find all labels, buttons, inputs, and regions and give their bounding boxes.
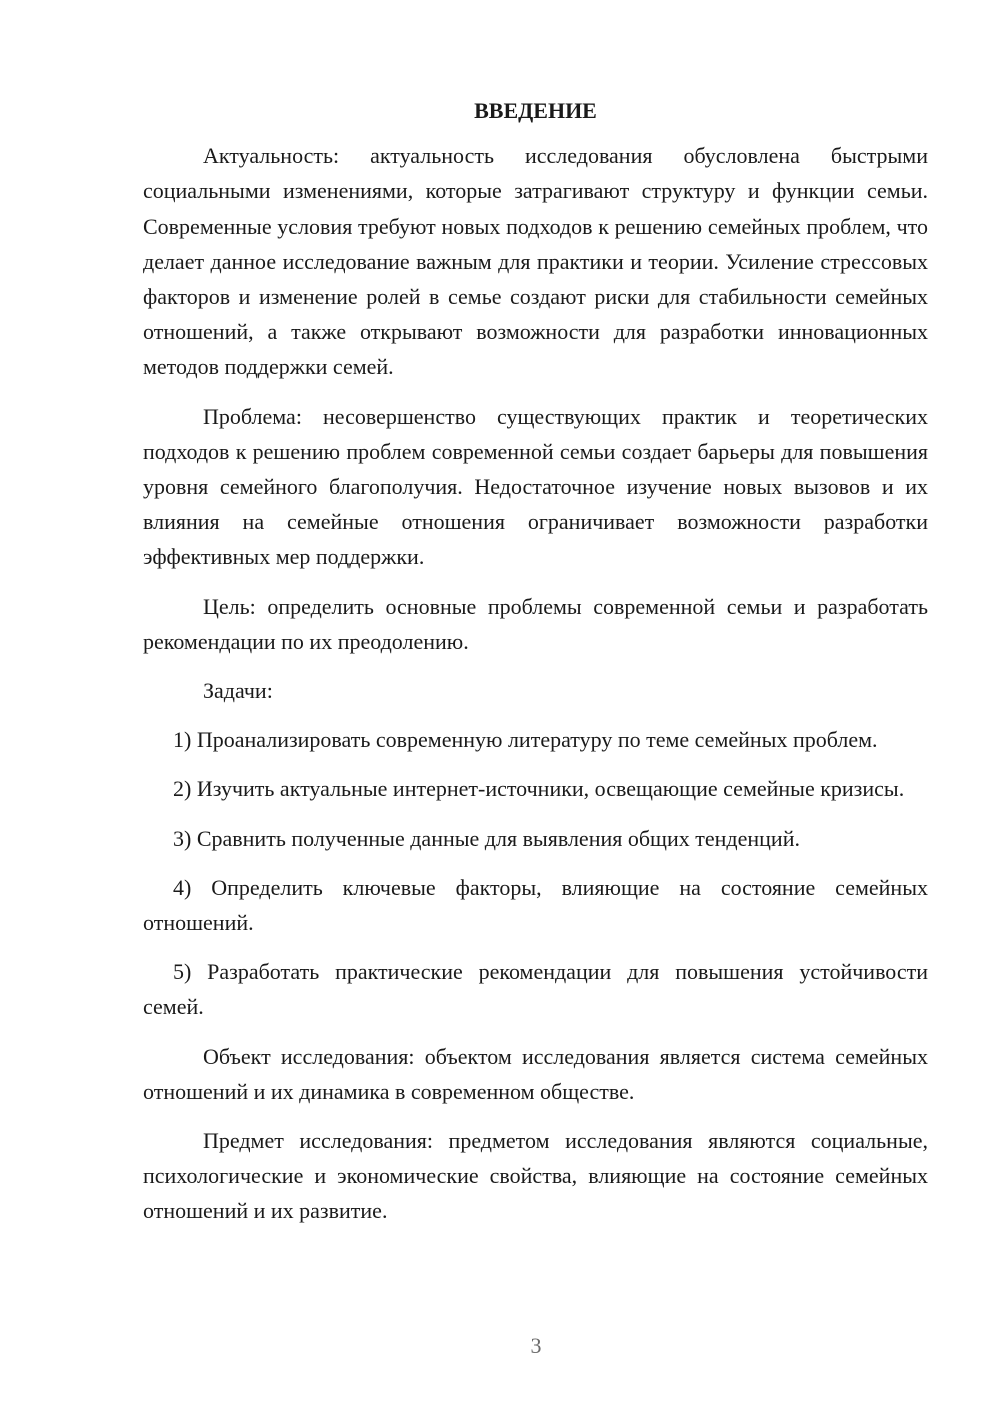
task-item-4: 4) Определить ключевые факторы, влияющие на состояние семейных отношений. bbox=[143, 874, 928, 936]
task-item-5: 5) Разработать практические рекомендации для повышения устойчивости семей. bbox=[143, 959, 928, 1020]
task-item-3: 3) Сравнить полученные данные для выявления общих тенденций. bbox=[173, 825, 800, 851]
paragraph-tasks-label: Задачи: bbox=[203, 678, 273, 704]
paragraph-problem: Проблема: несовершенство существующих практик и теоретических подходов к решению проблем современной семьи создает барьеры для повышения уровня семейного благополучия. Недостаточное изучение новых вызовов и их влияния на семейные отношения ограничивает возможности разработки эффективных мер поддержки. bbox=[143, 403, 928, 570]
page-number: 3 bbox=[530, 1333, 542, 1358]
paragraph-object: Объект исследования: объектом исследования является система семейных отношений и их динамика в современном обществе. bbox=[143, 1043, 928, 1104]
task-item-1: 1) Проанализировать современную литературу по теме семейных проблем. bbox=[173, 727, 878, 753]
paragraph-goal: Цель: определить основные проблемы современной семьи и разработать рекомендации по их преодолению. bbox=[143, 593, 928, 654]
paragraph-relevance: Актуальность: актуальность исследования обусловлена быстрыми социальными изменениями, которые затрагивают структуру и функции семьи. Современные условия требуют новых подходов к решению семейных проблем, что делает данное исследование важным для практики и теории. Усиление стрессовых факторов и изменение ролей в семье создают риски для стабильности семейных отношений, а также открывают возможности для разработки инновационных методов поддержки семей. bbox=[143, 143, 928, 380]
page-content bbox=[143, 93, 928, 1243]
paragraph-subject: Предмет исследования: предметом исследования являются социальные, психологические и экономические свойства, влияющие на состояние семейных отношений и их развитие. bbox=[143, 1128, 928, 1224]
task-item-2: 2) Изучить актуальные интернет-источники, освещающие семейные кризисы. bbox=[173, 776, 905, 802]
section-heading: ВВЕДЕНИЕ bbox=[474, 98, 597, 123]
